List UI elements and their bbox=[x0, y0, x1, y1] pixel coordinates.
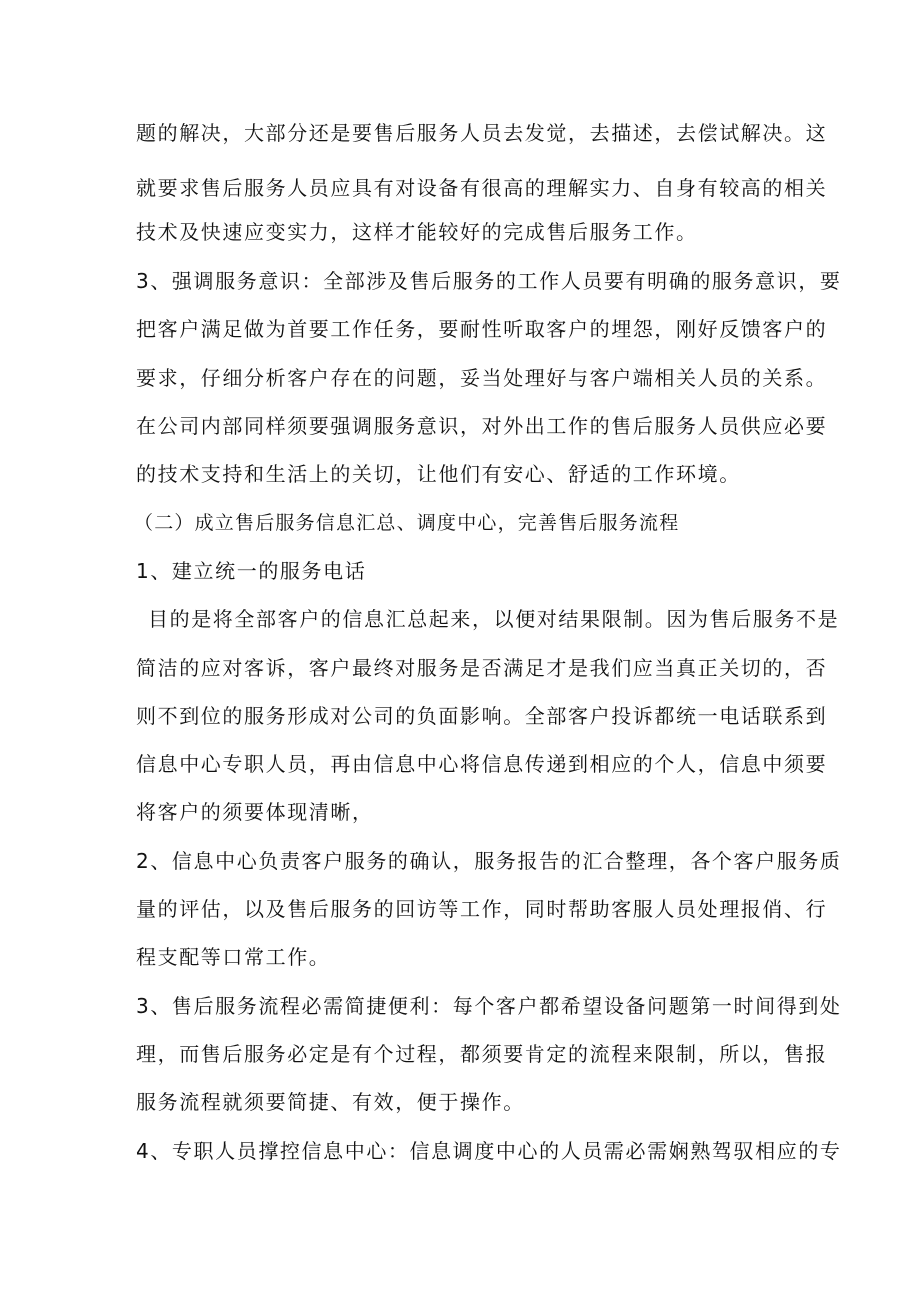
section-item-4: 4、专职人员撑控信息中心：信息调度中心的人员需必需娴熟驾驭相应的专 bbox=[136, 1139, 842, 1163]
paragraph-line: 的技术支持和生活上的关切，让他们有安心、舒适的工作环境。 bbox=[136, 462, 741, 486]
paragraph-line: 就要求售后服务人员应具有对设备有很高的理解实力、自身有较高的相关 bbox=[136, 176, 828, 200]
paragraph-line: 要求，仔细分析客户存在的问题，妥当处理好与客户端相关人员的关系。 bbox=[136, 366, 828, 390]
paragraph-line: 则不到位的服务形成对公司的负面影响。全部客户投诉都统一电话联系到 bbox=[136, 704, 828, 728]
paragraph-line: 将客户的须要体现清晰， bbox=[136, 800, 374, 824]
paragraph-line: 信息中心专职人员，再由信息中心将信息传递到相应的个人，信息中须要 bbox=[136, 752, 828, 776]
paragraph-line: 技术及快速应变实力，这样才能较好的完成售后服务工作。 bbox=[136, 220, 698, 244]
paragraph-line: 简洁的应对客诉，客户最终对服务是否满足才是我们应当真正关切的，否 bbox=[136, 656, 828, 680]
paragraph-line: 程支配等口常工作。 bbox=[136, 945, 331, 969]
section-item-3: 3、强调服务意识：全部涉及售后服务的工作人员要有明确的服务意识，要 bbox=[136, 269, 842, 293]
section-item-3b: 3、售后服务流程必需简捷便利：每个客户都希望设备问题第一时间得到处 bbox=[136, 994, 842, 1018]
section-heading: （二）成立售后服务信息汇总、调度中心，完善售后服务流程 bbox=[134, 512, 680, 534]
paragraph-line: 题的解决，大部分还是要售后服务人员去发觉，去描述，去偿试解决。这 bbox=[136, 121, 828, 145]
paragraph-line: 服务流程就须要简捷、有效，便于操作。 bbox=[136, 1090, 525, 1114]
paragraph-line: 目的是将全部客户的信息汇总起来，以便对结果限制。因为售后服务不是 bbox=[148, 607, 840, 631]
paragraph-line: 在公司内部同样须要强调服务意识，对外出工作的售后服务人员供应必要 bbox=[136, 414, 828, 438]
section-item-2: 2、信息中心负责客户服务的确认，服务报告的汇合整理，各个客户服务质 bbox=[136, 849, 842, 873]
paragraph-line: 理，而售后服务必定是有个过程，都须要肯定的流程来限制，所以，售报 bbox=[136, 1042, 828, 1066]
paragraph-line: 量的评估，以及售后服务的回访等工作，同时帮助客服人员处理报俏、行 bbox=[136, 897, 828, 921]
section-item-1: 1、建立统一的服务电话 bbox=[136, 559, 367, 583]
paragraph-line: 把客户满足做为首要工作任务，要耐性听取客户的埋怨，刚好反馈客户的 bbox=[136, 317, 828, 341]
